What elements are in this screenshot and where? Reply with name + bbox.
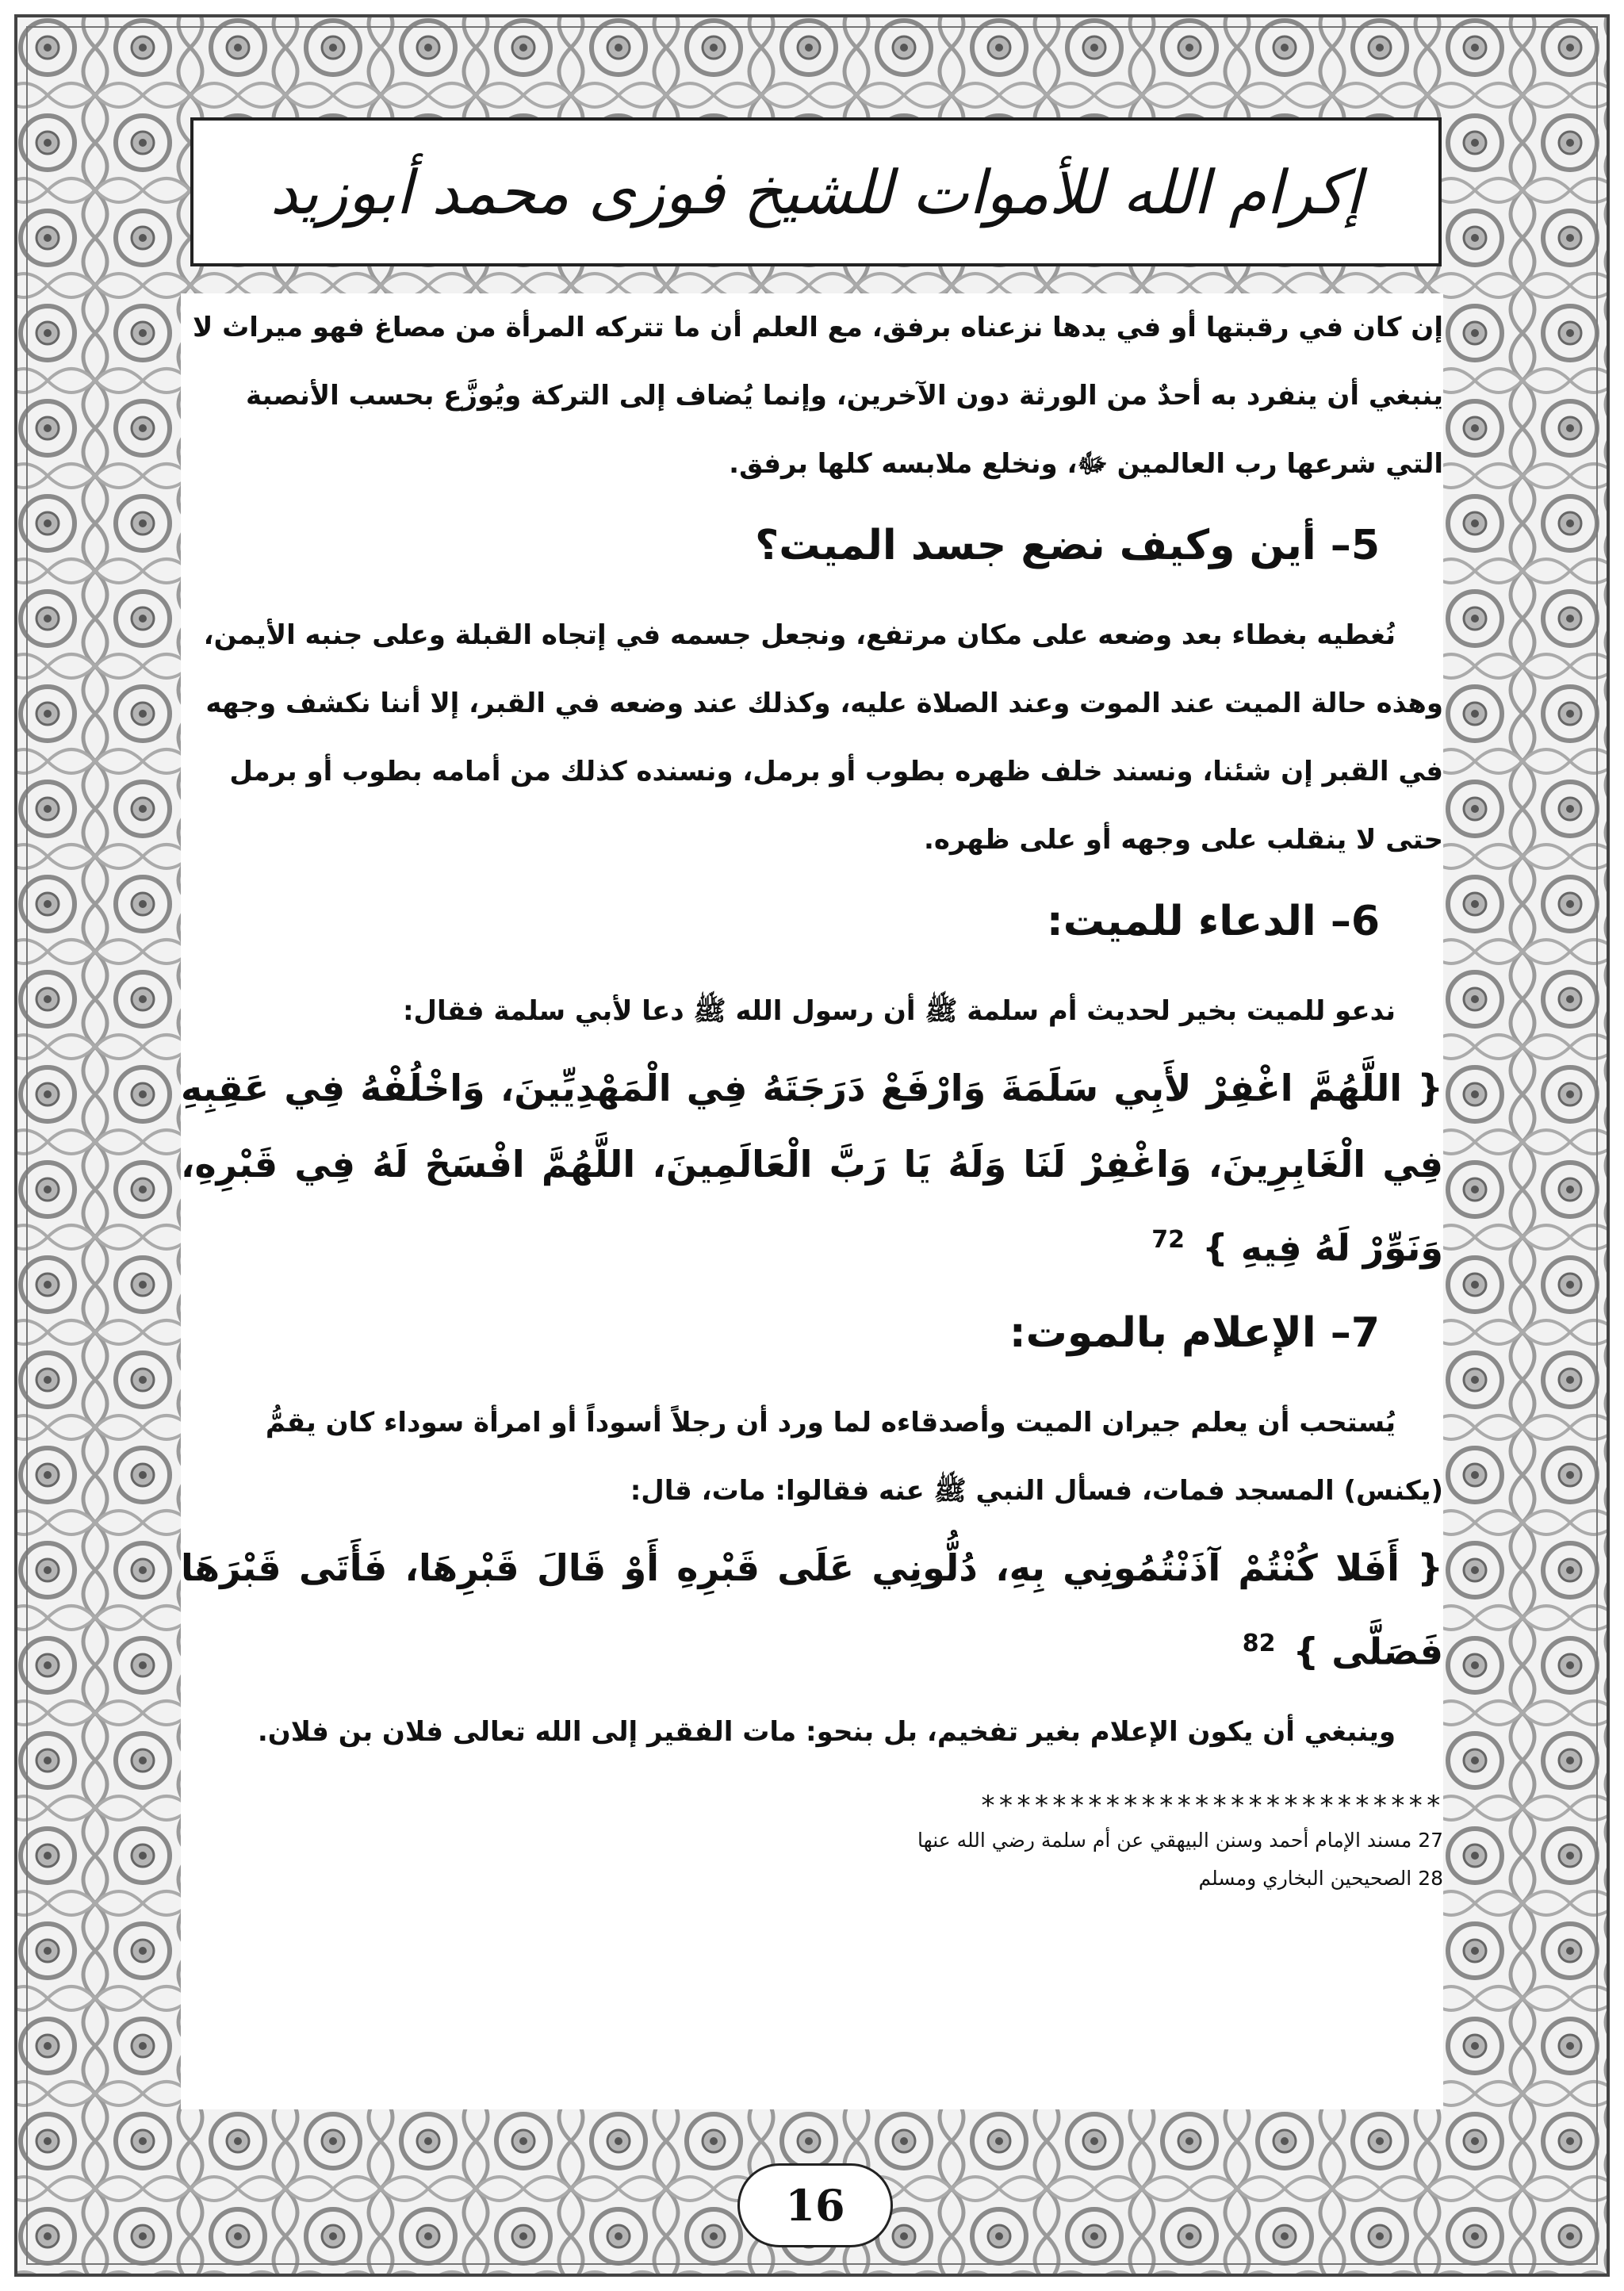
section-6-heading: 6– الدعاء للميت: (1046, 898, 1380, 945)
section-6-body: ندعو للميت بخير لحديث أم سلمة ﷺ أن رسول الله ﷺ دعا لأبي سلمة فقال: (402, 995, 1396, 1027)
section-7-heading: 7– الإعلام بالموت: (1009, 1309, 1380, 1358)
page-number: 16 (737, 2163, 893, 2247)
dua-reference: 72 (1151, 1226, 1185, 1254)
header-title: إكرام الله للأموات للشيخ فوزى محمد أبوزيد (270, 156, 1362, 228)
section-7-closing: وينبغي أن يكون الإعلام بغير تفخيم، بل بنحو: مات الفقير إلى الله تعالى فلان بن فلان. (257, 1715, 1396, 1748)
footnote-separator: ************************** (979, 1789, 1443, 1822)
hadith-quote (181, 1530, 1443, 1689)
section-5-body: نُغطيه بغطاء بعد وضعه على مكان مرتفع، ونجعل جسمه في إتجاه القبلة وعلى جنبه الأيمن، وهذه حالة الميت عند الموت وعند الصلاة عليه، وكذلك عند وضعه في القبر، إلا أننا نكشف وجهه في القبر إن شئنا، ونسند خلف ظهره بطوب أو برمل، ونسنده كذلك من أمامه بطوب أو برمل حتى لا ينقلب على وجهه أو على ظهره. (203, 619, 1443, 856)
section-5-heading: 5– أين وكيف نضع جسد الميت؟ (755, 522, 1380, 569)
page-body (181, 293, 1443, 2109)
hadith-text: { أَفَلا كُنْتُمْ آذَنْتُمُونِي بِهِ، دُلُّونِي عَلَى قَبْرِهِ أَوْ قَالَ قَبْرِهَا، فَأَتَى قَبْرَهَا فَصَلَّى } (181, 1546, 1443, 1673)
intro-paragraph: إن كان في رقبتها أو في يدها نزعناه برفق، مع العلم أن ما تتركه المرأة من مصاغ فهو ميراث لا ينبغي أن ينفرد به أحدٌ من الورثة دون الآخرين، وإنما يُضاف إلى التركة ويُوزَّع بحسب الأنصبة التي شرعها رب العالمين ﷻ، ونخلع ملابسه كلها برفق. (192, 312, 1443, 480)
page-header (190, 117, 1442, 266)
section-7-body: يُستحب أن يعلم جيران الميت وأصدقاءه لما ورد أن رجلاً أسوداً أو امرأة سوداء كان يقمُّ (يكنس) المسجد فمات، فسأل النبي ﷺ عنه فقالوا: مات، قال: (265, 1407, 1443, 1508)
hadith-reference: 82 (1242, 1630, 1276, 1658)
footnote-item: 28 الصحيحين البخاري ومسلم (1198, 1866, 1443, 1890)
dua-text: { اللَّهُمَّ اغْفِرْ لأَبِي سَلَمَةَ وَارْفَعْ دَرَجَتَهُ فِي الْمَهْدِيِّينَ، وَاخْلُفْهُ فِي عَقِبِهِ فِي الْغَابِرِينَ، وَاغْفِرْ لَنَا وَلَهُ يَا رَبَّ الْعَالَمِينَ، اللَّهُمَّ افْسَحْ لَهُ فِي قَبْرِهِ، وَنَوِّرْ لَهُ فِيهِ } (181, 1067, 1443, 1270)
footnote-item: 27 مسند الإمام أحمد وسنن البيهقي عن أم سلمة رضي الله عنها (917, 1828, 1443, 1852)
dua-quote (181, 1050, 1443, 1285)
